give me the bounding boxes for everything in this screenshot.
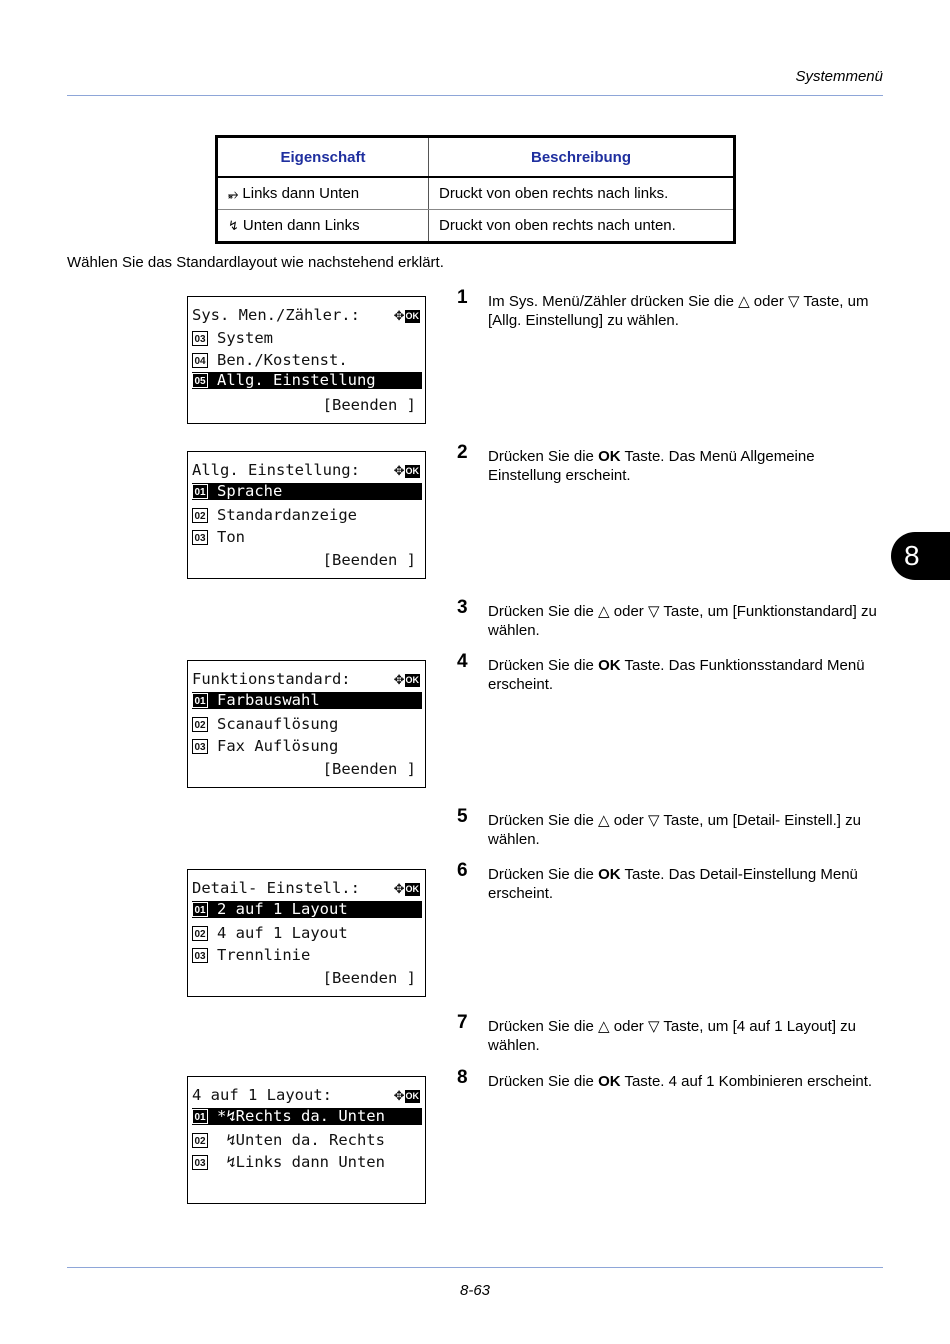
lcd-menu-label: Fax Auflösung: [217, 737, 339, 755]
lcd-menu-label: *↯Rechts da. Unten: [217, 1107, 385, 1125]
step-text: Drücken Sie die: [488, 866, 599, 883]
step-number: 2: [457, 442, 468, 463]
lcd-menu-item: [192, 736, 422, 757]
item-number-badge: 02: [192, 508, 208, 523]
step-key-name: OK: [598, 448, 621, 465]
lcd-menu-label: Standardanzeige: [217, 506, 357, 524]
lcd-title: Sys. Men./Zähler.:: [192, 306, 360, 324]
navigation-arrows-icon: ✥: [393, 464, 405, 479]
step-text: Drücken Sie die △ oder ▽ Taste, um [4 auf 1 Layout] zu wählen.: [488, 1018, 856, 1054]
lcd-menu-label: Scanauflösung: [217, 715, 339, 733]
step-text: Drücken Sie die: [488, 448, 599, 465]
item-number-badge: 05: [192, 373, 208, 388]
lcd-menu-label: Ben./Kostenst.: [217, 351, 348, 369]
lcd-menu-item: [192, 1130, 422, 1151]
lcd-title: Funktionstandard:: [192, 670, 351, 688]
table-header-row: [217, 137, 735, 178]
ok-key-icon: OK: [405, 311, 419, 321]
lcd-menu-item: [192, 372, 422, 389]
item-number-badge: 03: [192, 530, 208, 545]
item-number-badge: 02: [192, 717, 208, 732]
table-cell: Unten dann Links: [242, 217, 360, 234]
navigation-arrows-icon: ✥: [393, 673, 405, 688]
page-header-title: Systemmenü: [795, 68, 883, 85]
item-number-badge: 02: [192, 1133, 208, 1148]
lcd-menu-label: System: [217, 329, 273, 347]
chapter-tab: 8: [891, 532, 950, 580]
lcd-screen: [187, 1076, 426, 1204]
ok-key-icon: OK: [405, 675, 419, 685]
intro-text: Wählen Sie das Standardlayout wie nachstehend erklärt.: [67, 254, 444, 271]
step-text: Drücken Sie die △ oder ▽ Taste, um [Detail- Einstell.] zu wählen.: [488, 812, 861, 848]
lcd-menu-label: Farbauswahl: [217, 691, 320, 709]
lcd-title: Detail- Einstell.:: [192, 879, 360, 897]
step-key-name: OK: [598, 657, 621, 674]
lcd-exit-softkey: [Beenden ]: [322, 396, 416, 414]
lcd-menu-label: Trennlinie: [217, 946, 311, 964]
step-number: 7: [457, 1012, 468, 1033]
footer-rule: [67, 1267, 883, 1268]
navigation-arrows-icon: ✥: [393, 882, 405, 897]
table-cell: Links dann Unten: [242, 185, 360, 202]
step-number: 4: [457, 651, 468, 672]
lcd-menu-item: [192, 328, 422, 349]
lcd-screen: [187, 660, 426, 788]
step-text: Drücken Sie die: [488, 657, 599, 674]
step-text: Taste. Das Funktionsstandard Menü erscheint.: [488, 657, 865, 693]
lcd-menu-item: [192, 692, 422, 709]
step-text: Im Sys. Menü/Zähler drücken Sie die △ oder ▽ Taste, um [Allg. Einstellung] zu wählen.: [488, 293, 869, 329]
item-number-badge: 04: [192, 353, 208, 368]
lcd-screen: [187, 869, 426, 997]
item-number-badge: 03: [192, 1155, 208, 1170]
lcd-screen: [187, 296, 426, 424]
lcd-menu-label: Allg. Einstellung: [217, 371, 376, 389]
unten-dann-links-icon: ↯: [228, 218, 239, 233]
item-number-badge: 02: [192, 926, 208, 941]
step-key-name: OK: [598, 866, 621, 883]
lcd-menu-item: [192, 714, 422, 735]
lcd-exit-softkey: [Beenden ]: [322, 969, 416, 987]
step-text: Taste. Das Menü Allgemeine Einstellung erscheint.: [488, 448, 815, 484]
lcd-title: 4 auf 1 Layout:: [192, 1086, 332, 1104]
step-text: Taste. Das Detail-Einstellung Menü erscheint.: [488, 866, 858, 902]
lcd-exit-softkey: [Beenden ]: [322, 760, 416, 778]
item-number-badge: 03: [192, 739, 208, 754]
table-cell: Druckt von oben rechts nach links.: [429, 177, 735, 210]
item-number-badge: 03: [192, 331, 208, 346]
step-number: 8: [457, 1067, 468, 1088]
step-number: 3: [457, 597, 468, 618]
table-header: Beschreibung: [429, 137, 735, 178]
lcd-menu-item: [192, 901, 422, 918]
links-dann-unten-icon: ⥵: [228, 186, 239, 201]
step-text: Taste. 4 auf 1 Kombinieren erscheint.: [620, 1073, 873, 1090]
lcd-title: Allg. Einstellung:: [192, 461, 360, 479]
page-number: 8-63: [459, 1282, 491, 1299]
step-number: 1: [457, 287, 468, 308]
item-number-badge: 01: [192, 1109, 208, 1124]
lcd-screen: [187, 451, 426, 579]
ok-key-icon: OK: [405, 884, 419, 894]
lcd-menu-label: 2 auf 1 Layout: [217, 900, 348, 918]
lcd-menu-label: Ton: [217, 528, 245, 546]
table-header: Eigenschaft: [217, 137, 429, 178]
lcd-menu-item: [192, 1108, 422, 1125]
lcd-menu-label: ↯Unten da. Rechts: [217, 1131, 385, 1149]
lcd-menu-item: [192, 945, 422, 966]
ok-key-icon: OK: [405, 466, 419, 476]
step-text: Drücken Sie die △ oder ▽ Taste, um [Funktionstandard] zu wählen.: [488, 603, 877, 639]
item-number-badge: 01: [192, 484, 208, 499]
step-number: 6: [457, 860, 468, 881]
step-key-name: OK: [598, 1073, 621, 1090]
lcd-menu-item: [192, 527, 422, 548]
lcd-menu-item: [192, 923, 422, 944]
item-number-badge: 03: [192, 948, 208, 963]
item-number-badge: 01: [192, 902, 208, 917]
lcd-menu-label: Sprache: [217, 482, 283, 500]
lcd-menu-item: [192, 483, 422, 500]
step-text: Drücken Sie die: [488, 1073, 599, 1090]
lcd-menu-item: [192, 1152, 422, 1173]
item-number-badge: 01: [192, 693, 208, 708]
lcd-menu-label: 4 auf 1 Layout: [217, 924, 348, 942]
table-row: [217, 177, 735, 210]
lcd-menu-label: ↯Links dann Unten: [217, 1153, 385, 1171]
lcd-menu-item: [192, 505, 422, 526]
navigation-arrows-icon: ✥: [393, 1089, 405, 1104]
lcd-exit-softkey: [Beenden ]: [322, 551, 416, 569]
lcd-menu-item: [192, 350, 422, 371]
properties-table: [215, 135, 736, 244]
navigation-arrows-icon: ✥: [393, 309, 405, 324]
ok-key-icon: OK: [405, 1091, 419, 1101]
step-number: 5: [457, 806, 468, 827]
header-rule: [67, 95, 883, 96]
table-cell: Druckt von oben rechts nach unten.: [439, 217, 676, 234]
table-row: [217, 210, 735, 243]
